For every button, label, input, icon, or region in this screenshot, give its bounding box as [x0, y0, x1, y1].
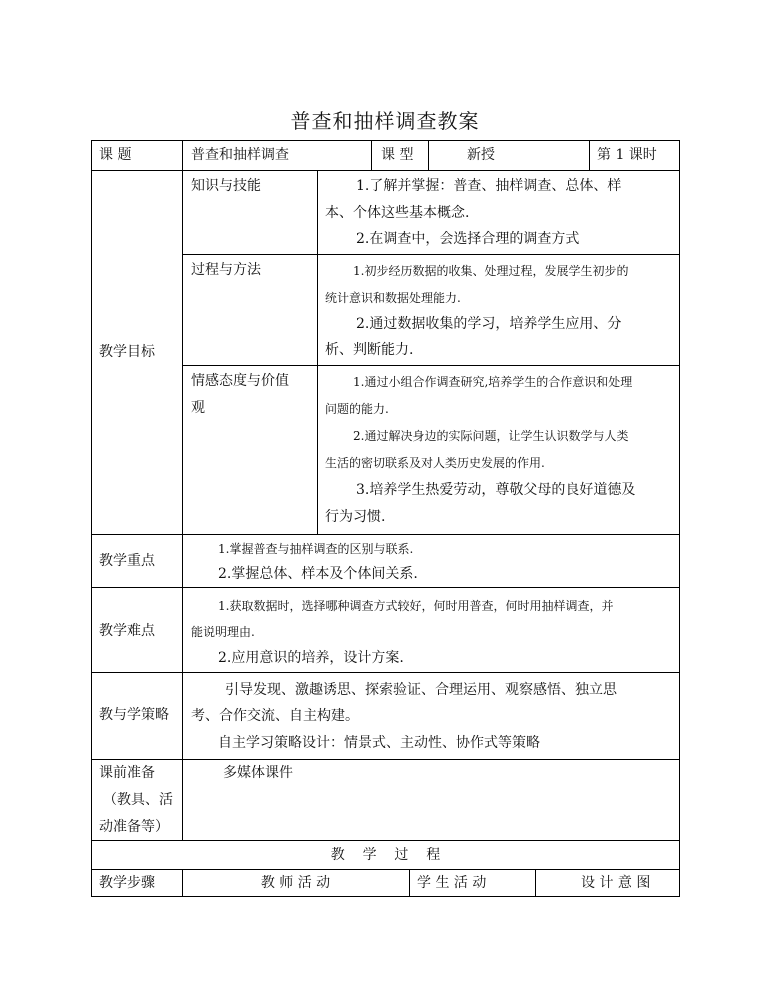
type-label: 课 型: [381, 147, 414, 163]
knowledge-label: 知识与技能: [191, 178, 261, 194]
table-rule: [91, 170, 680, 171]
key-point-line: 1.掌握普查与抽样调查的区别与联系.: [218, 542, 414, 556]
table-rule: [91, 587, 680, 588]
preparation-value: 多媒体课件: [223, 765, 293, 781]
process-label: 过程与方法: [191, 262, 261, 278]
strategy-label: 教与学策略: [99, 707, 169, 723]
table-rule: [535, 869, 536, 897]
emotion-line: 2.通过解决身边的实际问题，让学生认识数学与人类: [353, 429, 629, 443]
process-header: 教 学 过 程: [330, 847, 441, 863]
preparation-label: （教具、活: [103, 792, 173, 808]
knowledge-line: 本、个体这些基本概念.: [325, 205, 470, 221]
process-line: 2.通过数据收集的学习，培养学生应用、分: [356, 316, 622, 332]
preparation-label: 课前准备: [99, 765, 155, 781]
table-rule: [91, 896, 680, 897]
emotion-label: 情感态度与价值: [191, 373, 289, 389]
type-value: 新授: [467, 147, 495, 163]
process-line: 统计意识和数据处理能力.: [325, 291, 461, 305]
student-activity-header: 学 生 活 动: [417, 875, 487, 891]
difficulty-line: 2.应用意识的培养，设计方案.: [218, 650, 404, 666]
table-rule: [182, 365, 680, 366]
table-rule: [182, 254, 680, 255]
table-rule: [182, 140, 183, 840]
emotion-line: 问题的能力.: [325, 402, 389, 416]
knowledge-line: 2.在调查中，会选择合理的调查方式: [356, 231, 580, 247]
strategy-line: 考、合作交流、自主构建。: [191, 708, 359, 724]
topic-label: 课 题: [99, 147, 132, 163]
table-rule: [428, 140, 429, 170]
table-rule: [409, 869, 410, 897]
teacher-activity-header: 教 师 活 动: [260, 875, 331, 891]
knowledge-line: 1.了解并掌握：普查、抽样调查、总体、样: [356, 178, 622, 194]
preparation-label: 动准备等）: [99, 819, 169, 835]
table-rule: [91, 840, 680, 841]
emotion-label: 观: [191, 400, 205, 416]
topic-value: 普查和抽样调查: [191, 147, 289, 163]
table-rule: [91, 140, 92, 897]
table-rule: [371, 140, 372, 170]
table-rule: [91, 759, 680, 760]
key-points-label: 教学重点: [99, 553, 155, 569]
design-intent-header: 设 计 意 图: [581, 875, 651, 891]
difficulty-line: 能说明理由.: [191, 625, 255, 639]
emotion-line: 生活的密切联系及对人类历史发展的作用.: [325, 456, 545, 470]
process-line: 析、判断能力.: [325, 342, 414, 358]
key-point-line: 2.掌握总体、样本及个体间关系.: [218, 566, 418, 582]
table-rule: [91, 534, 680, 535]
strategy-line: 自主学习策略设计：情景式、主动性、协作式等策略: [218, 735, 540, 751]
document-title: 普查和抽样调查教案: [290, 109, 480, 133]
table-rule: [679, 140, 680, 897]
steps-label: 教学步骤: [99, 875, 155, 891]
emotion-line: 行为习惯.: [325, 509, 386, 525]
table-rule: [91, 140, 680, 141]
lesson-plan-table: [91, 140, 680, 897]
table-rule: [91, 672, 680, 673]
difficulties-label: 教学难点: [99, 623, 155, 639]
period-value: 第 1 课时: [597, 147, 657, 163]
strategy-line: 引导发现、激趣诱思、探索验证、合理运用、观察感悟、独立思: [225, 682, 617, 698]
emotion-line: 1.通过小组合作调查研究,培养学生的合作意识和处理: [353, 375, 633, 389]
table-rule: [317, 170, 318, 534]
table-rule: [589, 140, 590, 170]
emotion-line: 3.培养学生热爱劳动，尊敬父母的良好道德及: [356, 482, 636, 498]
difficulty-line: 1.获取数据时，选择哪种调查方式较好，何时用普查，何时用抽样调查，并: [218, 599, 614, 613]
goals-label: 教学目标: [99, 344, 155, 360]
table-rule: [91, 869, 680, 870]
process-line: 1.初步经历数据的收集、处理过程，发展学生初步的: [353, 264, 629, 278]
